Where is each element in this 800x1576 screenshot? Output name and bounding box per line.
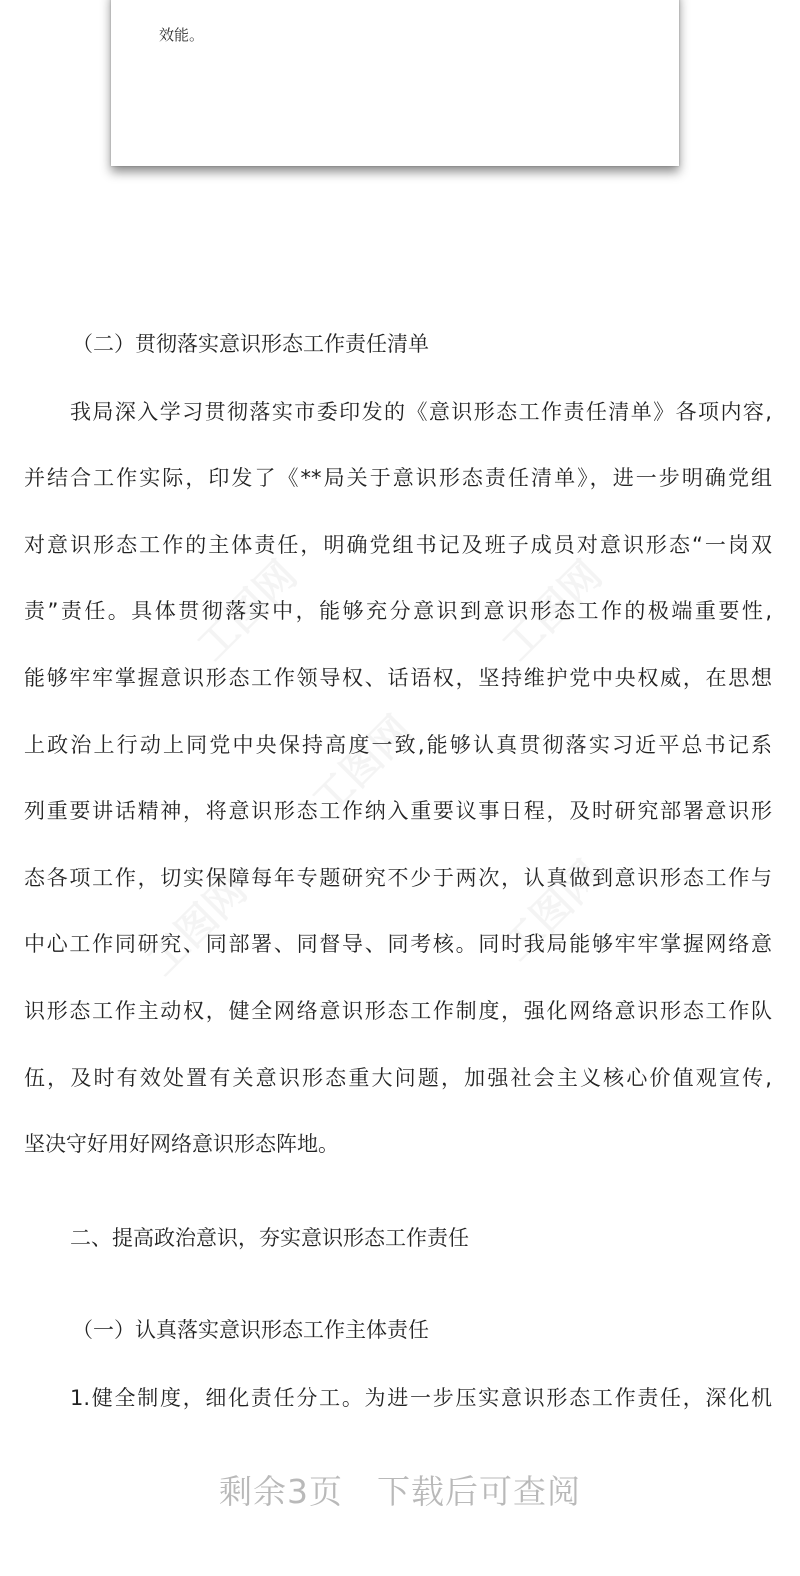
- paragraph-line: 坚决守好用好网络意识形态阵地。: [24, 1132, 339, 1156]
- download-prompt-banner[interactable]: [0, 1462, 800, 1522]
- paragraph-line: 并结合工作实际，印发了《**局关于意识形态责任清单》，进一步明确党组: [24, 466, 772, 490]
- paragraph-line: 能够牢牢掌握意识形态工作领导权、话语权，坚持维护党中央权威，在思想: [24, 666, 772, 690]
- subsection-heading: （一）认真落实意识形态工作主体责任: [72, 1318, 429, 1342]
- paragraph-line: 责”责任。具体贯彻落实中，能够充分意识到意识形态工作的极端重要性,: [24, 599, 772, 623]
- paragraph-line: 态各项工作，切实保障每年专题研究不少于两次，认真做到意识形态工作与: [24, 866, 772, 890]
- paragraph-line: 列重要讲话精神，将意识形态工作纳入重要议事日程，及时研究部署意识形: [24, 799, 772, 823]
- remaining-pages-text: 剩余3页: [219, 1472, 343, 1511]
- paragraph-line: 上政治上行动上同党中央保持高度一致,能够认真贯彻落实习近平总书记系: [24, 733, 772, 757]
- item-line: 1.健全制度，细化责任分工。为进一步压实意识形态工作责任，深化机: [70, 1386, 772, 1410]
- paragraph-line: 中心工作同研究、同部署、同督导、同考核。同时我局能够牢牢掌握网络意: [24, 932, 772, 956]
- paragraph-line: 我局深入学习贯彻落实市委印发的《意识形态工作责任清单》各项内容,: [70, 400, 772, 424]
- section-heading: （二）贯彻落实意识形态工作责任清单: [72, 332, 429, 356]
- previous-page-card: [111, 0, 679, 166]
- part-heading: 二、提高政治意识，夯实意识形态工作责任: [70, 1226, 469, 1250]
- previous-page-text: 效能。: [159, 26, 205, 44]
- paragraph-line: 识形态工作主动权，健全网络意识形态工作制度，强化网络意识形态工作队: [24, 999, 772, 1023]
- download-to-view-text: 下载后可查阅: [377, 1472, 581, 1511]
- paragraph-line: 伍，及时有效处置有关意识形态重大问题，加强社会主义核心价值观宣传,: [24, 1066, 772, 1090]
- paragraph-line: 对意识形态工作的主体责任，明确党组书记及班子成员对意识形态“一岗双: [24, 533, 772, 557]
